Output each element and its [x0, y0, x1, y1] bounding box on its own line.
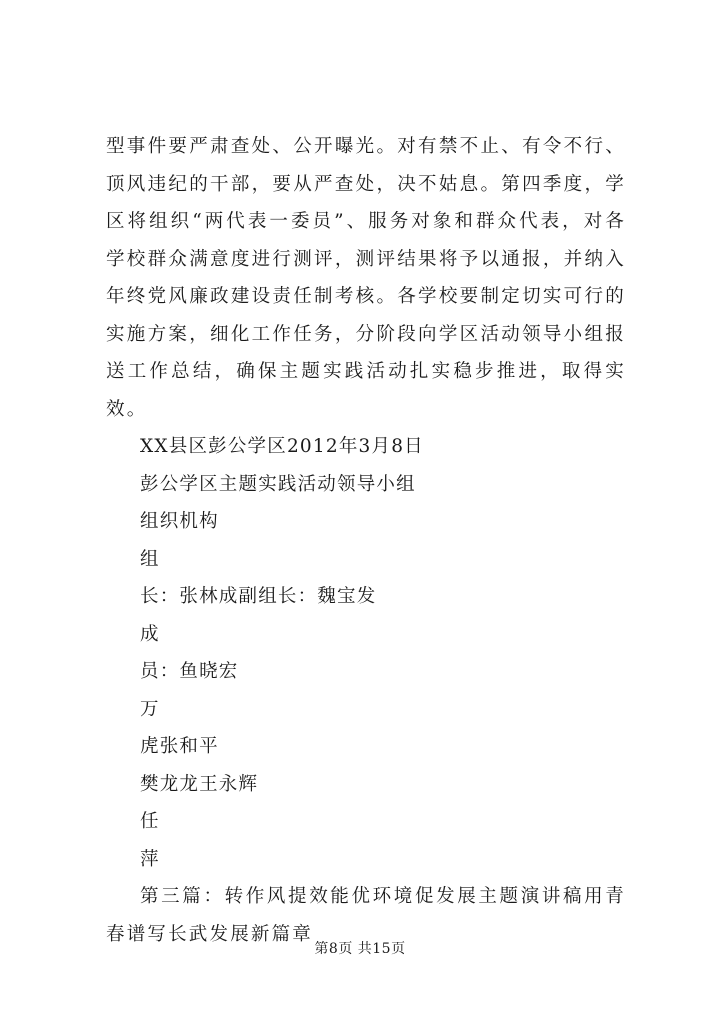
member-line: 虎张和平 — [140, 736, 219, 757]
org-structure-line: 组织机构 — [140, 511, 219, 532]
section-heading-paragraph: 第三篇：转作风提效能优环境促发展主题演讲稿用青春谱写长武发展新篇章 — [106, 886, 626, 945]
document-body — [106, 128, 626, 953]
text-line: 萍 — [140, 848, 160, 870]
text-line: 任 — [140, 811, 160, 832]
leader-line: 长：张林成副组长：魏宝发 — [140, 586, 377, 607]
text-line: 成 — [140, 623, 160, 645]
paragraph-continued: 型事件要严肃查处、公开曝光。对有禁不止、有令不行、顶风违纪的干部，要从严查处，决不姑息。第四季度，学区将组织“两代表一委员”、服务对象和群众代表，对各学校群众满意度进行测评，测评结果将予以通报，并纳入年终党风廉政建设责任制考核。各学校要制定切实可行的实施方案，细化工作任务，分阶段向学区活动领导小组报送工作总结，确保主题实践活动扎实稳步推进，取得实效。 — [106, 136, 626, 420]
member-line: 樊龙龙王永辉 — [140, 773, 259, 795]
text-line: 组 — [140, 548, 160, 570]
member-line: 员：鱼晓宏 — [140, 661, 239, 682]
page-footer: 第8页 共15页 — [314, 941, 406, 957]
text-line: 万 — [140, 698, 160, 720]
group-title-line: 彭公学区主题实践活动领导小组 — [140, 473, 416, 495]
date-line: XX县区彭公学区2012年3月8日 — [140, 436, 424, 457]
